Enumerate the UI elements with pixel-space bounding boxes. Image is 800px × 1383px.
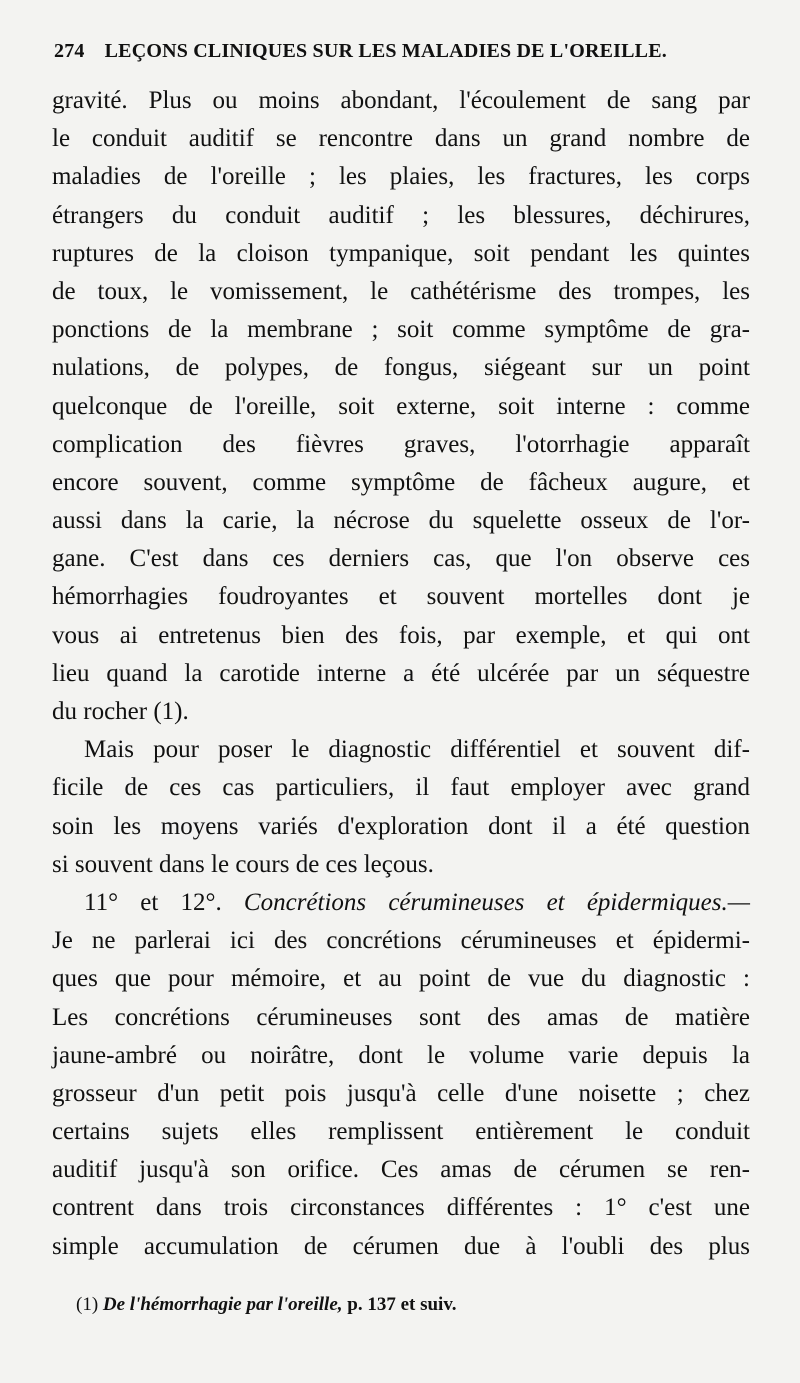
text-line: gane. C'est dans ces derniers cas, que l'on observe ces (52, 545, 750, 573)
text-line: ponctions de la membrane ; soit comme symptôme de gra- (52, 316, 750, 344)
text-line: simple accumulation de cérumen due à l'oubli des plus (52, 1232, 750, 1260)
text-line: le conduit auditif se rencontre dans un grand nombre de (52, 125, 750, 153)
text-line: Je ne parlerai ici des concrétions cérumineuses et épidermi- (52, 927, 750, 955)
text-line: soin les moyens variés d'exploration dont il a été question (52, 812, 750, 840)
body-text (52, 82, 750, 1266)
text-line: lieu quand la carotide interne a été ulcérée par un séquestre (52, 659, 750, 687)
footnote-marker: (1) (76, 1294, 99, 1315)
text-line: quelconque de l'oreille, soit externe, soit interne : comme (52, 392, 750, 420)
section-number: 11° et 12°. (84, 888, 222, 916)
running-title: LEÇONS CLINIQUES SUR LES MALADIES DE L'OREILLE. (104, 40, 667, 62)
text-line: contrent dans trois circonstances différentes : 1° c'est une (52, 1194, 750, 1222)
footnote-title: De l'hémorrhagie par l'oreille, (102, 1294, 343, 1315)
text-line: de toux, le vomissement, le cathétérisme des trompes, les (52, 277, 750, 305)
text-line: ruptures de la cloison tympanique, soit pendant les quintes (52, 239, 750, 267)
text-line: étrangers du conduit auditif ; les blessures, déchirures, (52, 201, 750, 229)
text-line: hémorrhagies foudroyantes et souvent mortelles dont je (52, 583, 750, 611)
text-line: ficile de ces cas particuliers, il faut employer avec grand (52, 774, 750, 802)
section-title: Concrétions cérumineuses et épidermiques.— (243, 888, 750, 916)
text-line: certains sujets elles remplissent entièrement le conduit (52, 1118, 750, 1146)
text-line: ques que pour mémoire, et au point de vue du diagnostic : (52, 965, 750, 993)
running-header (54, 40, 754, 68)
footnote-reference: p. 137 et suiv. (347, 1294, 457, 1315)
footnote (76, 1294, 756, 1316)
text-line: grosseur d'un petit pois jusqu'à celle d'une noisette ; chez (52, 1079, 750, 1107)
text-line: jaune-ambré ou noirâtre, dont le volume varie depuis la (52, 1041, 750, 1069)
text-line: du rocher (1). (52, 698, 189, 725)
text-line: maladies de l'oreille ; les plaies, les fractures, les corps (52, 163, 750, 191)
text-line: auditif jusqu'à son orifice. Ces amas de cérumen se ren- (52, 1156, 750, 1184)
text-line: Les concrétions cérumineuses sont des amas de matière (52, 1003, 750, 1031)
text-line: si souvent dans le cours de ces leçous. (52, 850, 434, 878)
text-line: Mais pour poser le diagnostic différentiel et souvent dif- (84, 736, 750, 764)
text-line: encore souvent, comme symptôme de fâcheux augure, et (52, 468, 750, 496)
text-line: gravité. Plus ou moins abondant, l'écoulement de sang par (52, 87, 750, 114)
text-line: nulations, de polypes, de fongus, siégeant sur un point (52, 354, 750, 382)
text-line: complication des fièvres graves, l'otorrhagie apparaît (52, 430, 750, 458)
text-line: vous ai entretenus bien des fois, par exemple, et qui ont (52, 621, 750, 649)
section-heading-line (52, 884, 750, 922)
page-number: 274 (54, 40, 85, 62)
text-line: aussi dans la carie, la nécrose du squelette osseux de l'or- (52, 507, 750, 535)
